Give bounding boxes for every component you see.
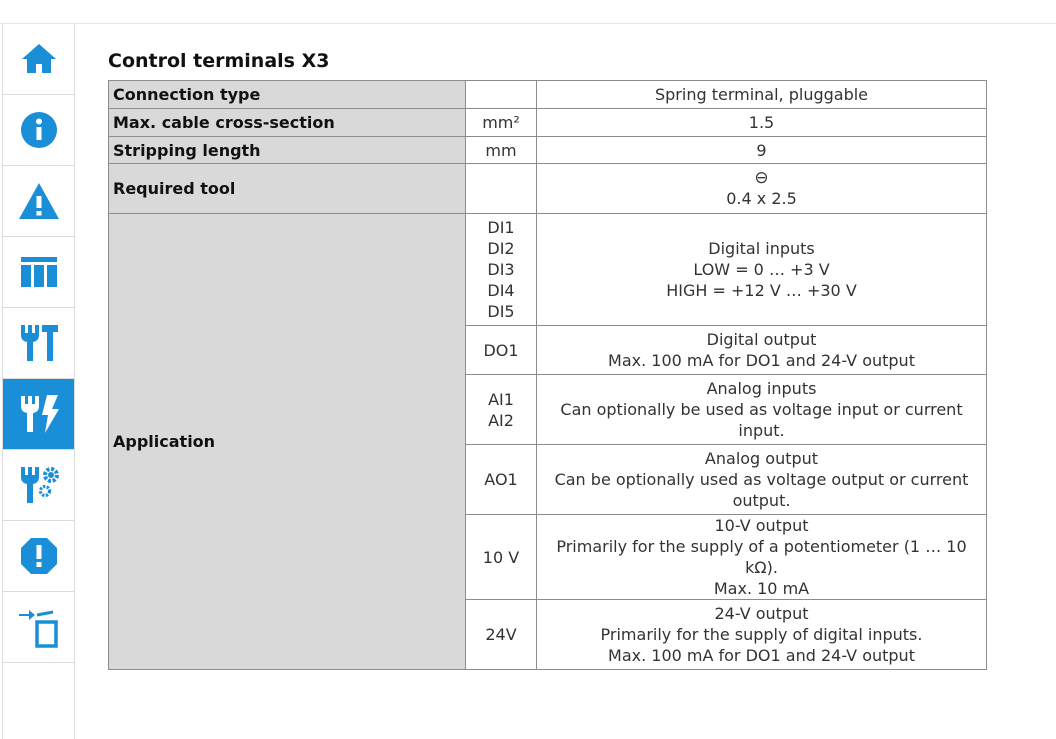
row-unit [466, 81, 537, 109]
sidebar-item-maintenance[interactable] [3, 450, 74, 521]
sidebar-item-electrical[interactable] [3, 379, 74, 450]
terminal-cell: AI1 AI2 [466, 375, 537, 445]
row-label: Stripping length [109, 137, 466, 164]
terminal-cell: 10 V [466, 515, 537, 600]
terminal-cell: DO1 [466, 326, 537, 375]
application-label: Application [109, 214, 466, 670]
description-cell: 10-V output Primarily for the supply of a potentiometer (1 … 10 kΩ). Max. 10 mA [537, 515, 987, 600]
row-unit: mm² [466, 109, 537, 137]
row-unit [466, 164, 537, 214]
table-row [109, 164, 987, 214]
description-cell: Digital inputs LOW = 0 … +3 V HIGH = +12 V … +30 V [537, 214, 987, 326]
table-row [109, 81, 987, 109]
specification-table [108, 80, 987, 670]
tools-lightning-icon [17, 392, 61, 436]
description-cell: Digital output Max. 100 mA for DO1 and 24-V output [537, 326, 987, 375]
row-value: Spring terminal, pluggable [537, 81, 987, 109]
terminal-cell: DI1 DI2 DI3 DI4 DI5 [466, 214, 537, 326]
description-cell: Analog output Can be optionally used as voltage output or current output. [537, 445, 987, 515]
disposal-icon [17, 605, 61, 649]
sidebar [2, 24, 75, 739]
terminal-cell: 24V [466, 600, 537, 670]
row-value: 9 [537, 137, 987, 164]
page-title: Control terminals X3 [108, 50, 330, 72]
row-value [537, 164, 987, 214]
row-unit: mm [466, 137, 537, 164]
sidebar-item-tools[interactable] [3, 308, 74, 379]
description-cell: 24-V output Primarily for the supply of digital inputs. Max. 100 mA for DO1 and 24-V output [537, 600, 987, 670]
sidebar-item-info[interactable] [3, 95, 74, 166]
table-row [109, 214, 987, 326]
home-icon [19, 41, 59, 77]
terminal-cell: AO1 [466, 445, 537, 515]
info-icon [19, 110, 59, 150]
tools-gear-icon [17, 463, 61, 507]
table-icon [19, 254, 59, 290]
tool-size-value: 0.4 x 2.5 [726, 188, 797, 208]
row-value: 1.5 [537, 109, 987, 137]
top-divider [0, 23, 1056, 24]
tools-icon [17, 321, 61, 365]
table-row [109, 137, 987, 164]
sidebar-item-home[interactable] [3, 24, 74, 95]
screwdriver-blade-symbol: ⊖ [754, 167, 769, 188]
sidebar-item-disposal[interactable] [3, 592, 74, 663]
alert-icon [19, 536, 59, 576]
sidebar-item-errors[interactable] [3, 521, 74, 592]
row-label: Max. cable cross-section [109, 109, 466, 137]
row-label: Connection type [109, 81, 466, 109]
warning-icon [17, 181, 61, 221]
description-cell: Analog inputs Can optionally be used as voltage input or current input. [537, 375, 987, 445]
sidebar-item-table[interactable] [3, 237, 74, 308]
sidebar-item-warning[interactable] [3, 166, 74, 237]
table-row [109, 109, 987, 137]
row-label: Required tool [109, 164, 466, 214]
